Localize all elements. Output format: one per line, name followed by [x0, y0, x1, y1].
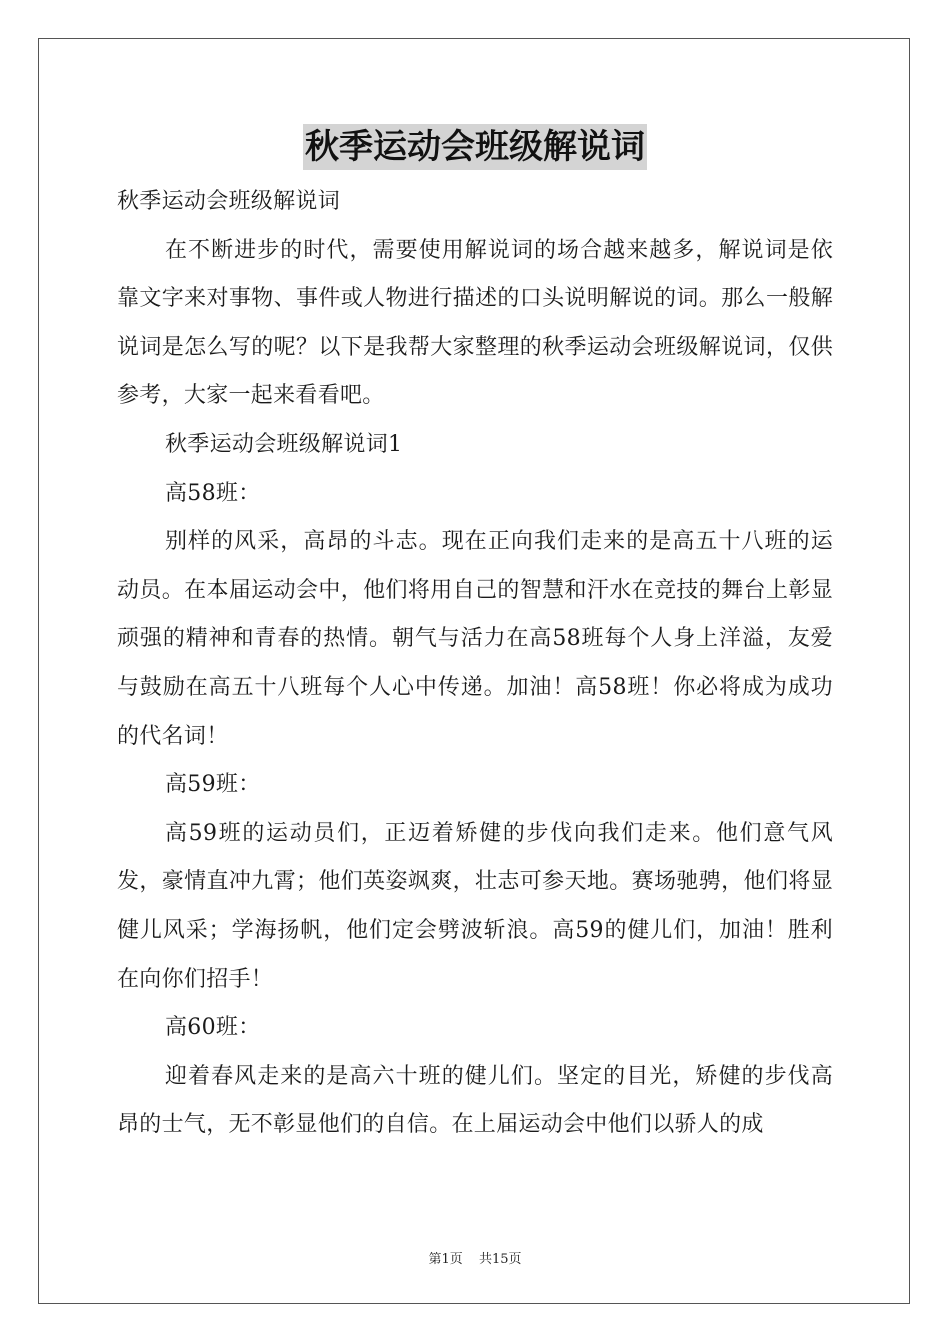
page-footer: [0, 1248, 950, 1267]
paragraph: 迎着春风走来的是高六十班的健儿们。坚定的目光，矫健的步伐高昂的士气，无不彰显他们的自信。在上届运动会中他们以骄人的成: [117, 1063, 833, 1138]
page-number: 第1页: [428, 1252, 463, 1267]
document-body: [117, 178, 833, 1150]
class-heading: 高58班：: [165, 480, 261, 506]
class-heading: 高60班：: [165, 1015, 261, 1041]
class-heading: 高59班：: [165, 772, 261, 798]
title-area: [0, 124, 950, 170]
page-total: 共15页: [478, 1252, 522, 1267]
paragraph: 别样的风采，高昂的斗志。现在正向我们走来的是高五十八班的运动员。在本届运动会中，他们将用自己的智慧和汗水在竞技的舞台上彰显顽强的精神和青春的热情。朝气与活力在高58班每个人身上洋溢，友爱与鼓励在高五十八班每个人心中传递。加油！高58班！你必将成为成功的代名词！: [117, 529, 833, 749]
section-heading: 秋季运动会班级解说词1: [165, 431, 403, 457]
paragraph: 秋季运动会班级解说词: [117, 189, 341, 214]
document-title: 秋季运动会班级解说词: [303, 124, 647, 170]
paragraph: 高59班的运动员们，正迈着矫健的步伐向我们走来。他们意气风发，豪情直冲九霄；他们英姿飒爽，壮志可参天地。赛场驰骋，他们将显健儿风采；学海扬帆，他们定会劈波斩浪。高59的健儿们，加油！胜利在向你们招手！: [117, 820, 833, 992]
paragraph: 在不断进步的时代，需要使用解说词的场合越来越多，解说词是依靠文字来对事物、事件或人物进行描述的口头说明解说的词。那么一般解说词是怎么写的呢？以下是我帮大家整理的秋季运动会班级解说词，仅供参考，大家一起来看看吧。: [117, 237, 833, 409]
